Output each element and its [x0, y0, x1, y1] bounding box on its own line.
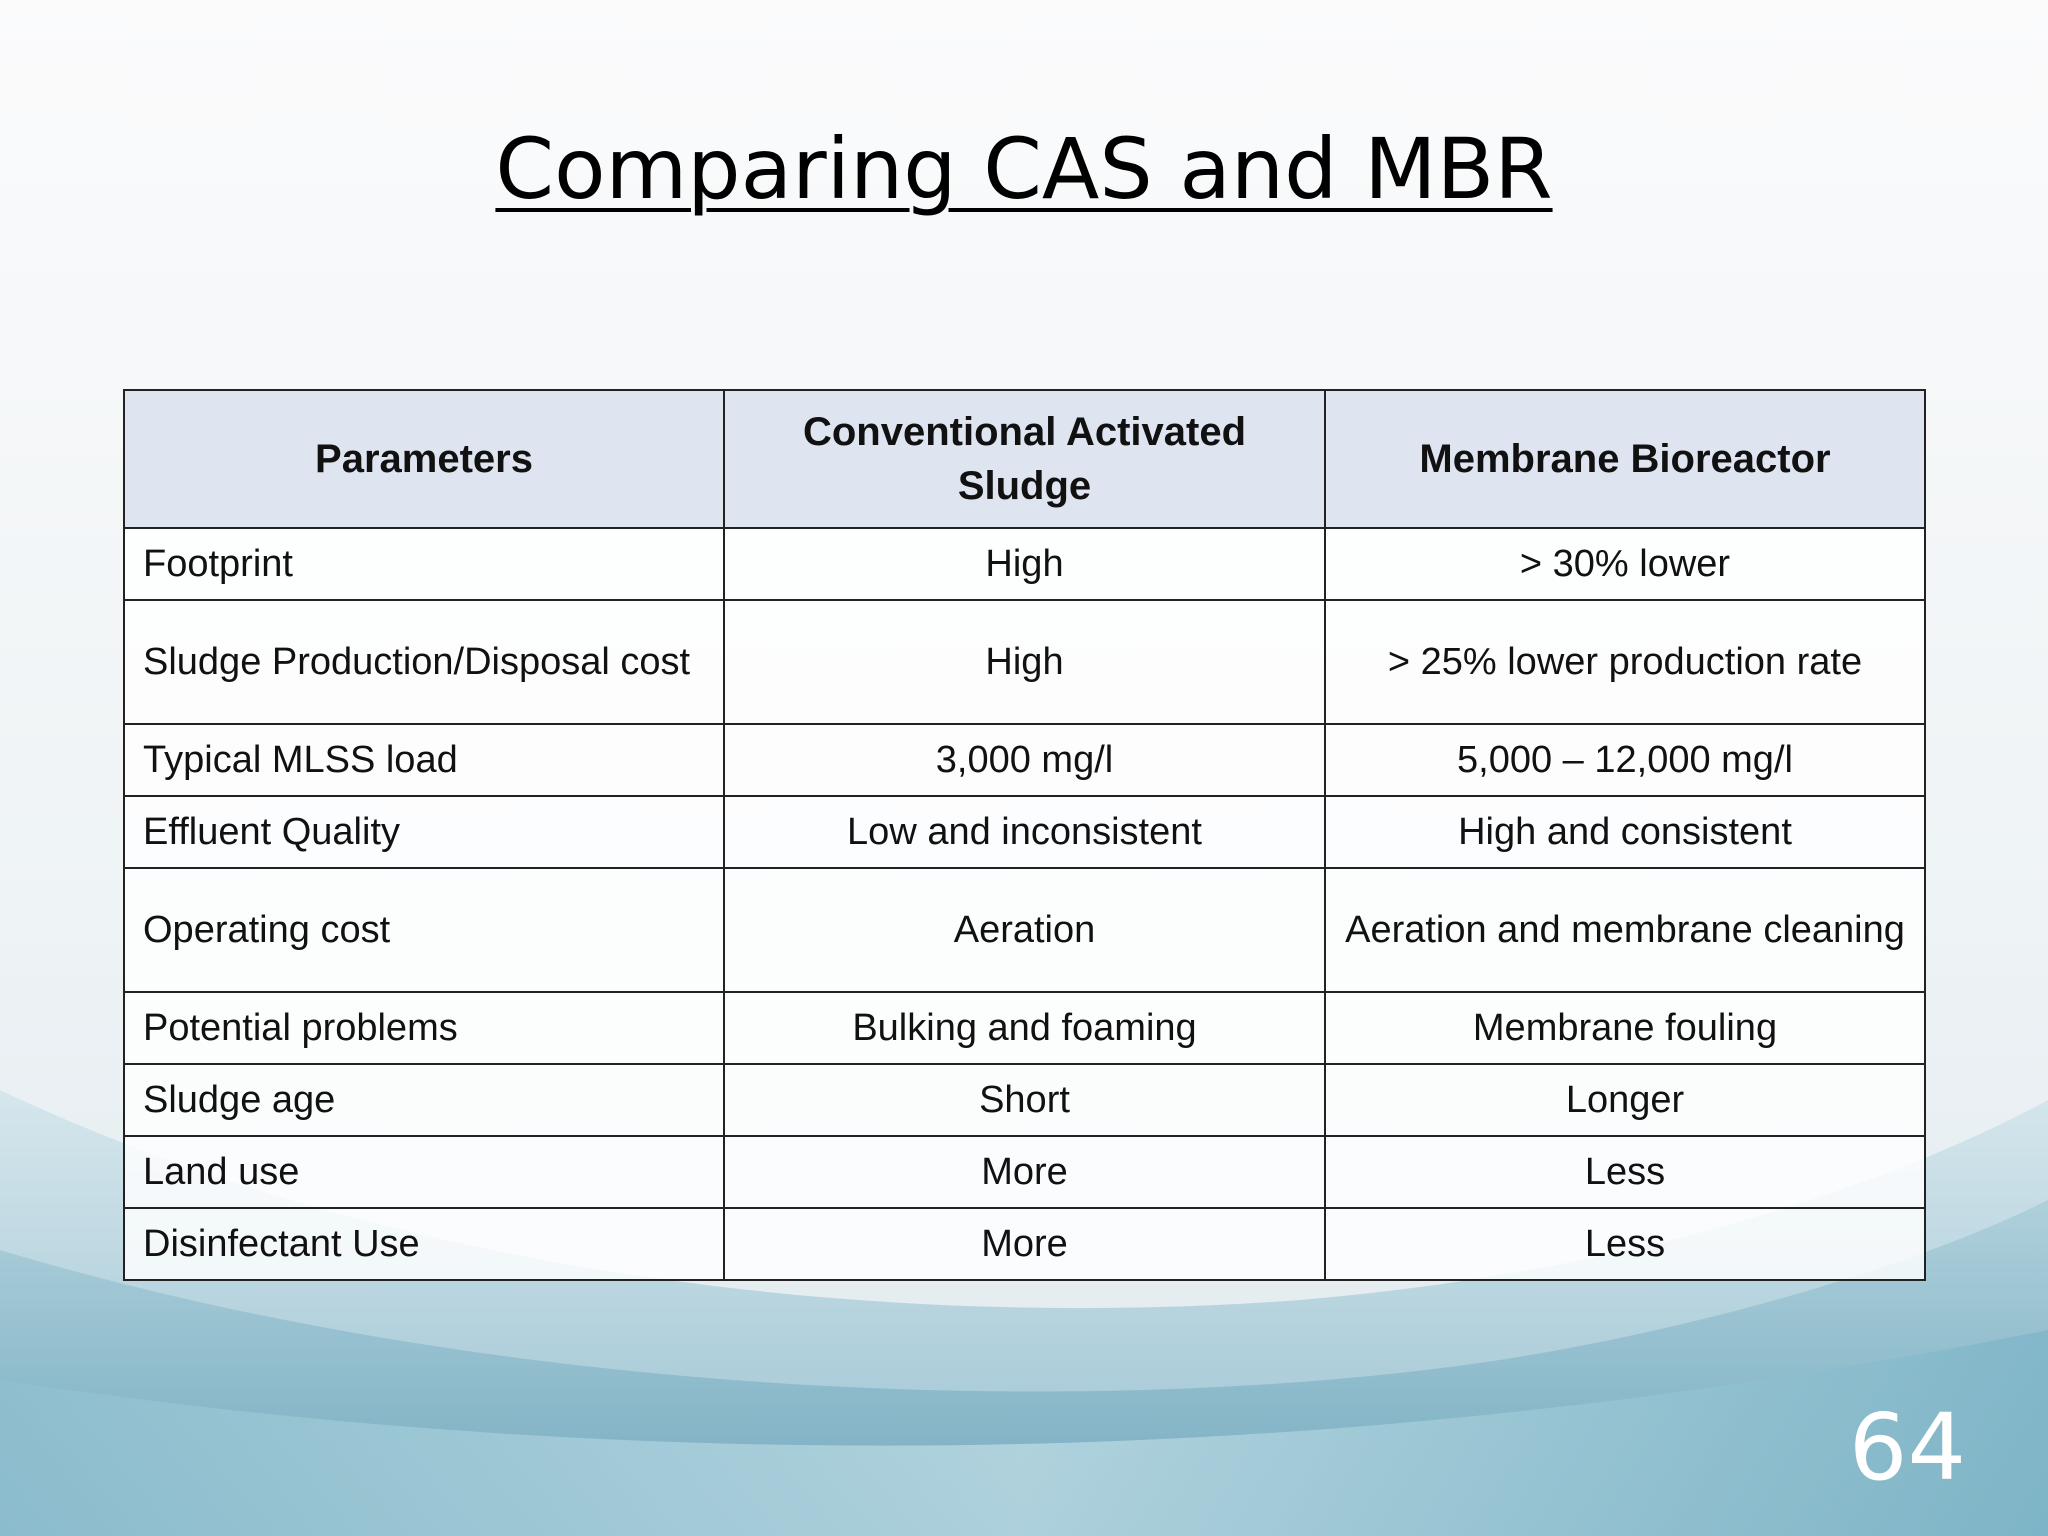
table-row: [124, 868, 1925, 992]
row-parameter: Effluent Quality: [124, 796, 724, 868]
row-cas-value: Bulking and foaming: [724, 992, 1325, 1064]
table-row: [124, 796, 1925, 868]
row-parameter: Footprint: [124, 528, 724, 600]
row-parameter: Sludge age: [124, 1064, 724, 1136]
header-mbr: Membrane Bioreactor: [1325, 390, 1925, 528]
row-parameter: Operating cost: [124, 868, 724, 992]
row-mbr-value: Membrane fouling: [1325, 992, 1925, 1064]
table-header-row: [124, 390, 1925, 528]
row-parameter: Disinfectant Use: [124, 1208, 724, 1280]
header-cas: Conventional Activated Sludge: [724, 390, 1325, 528]
table-row: [124, 992, 1925, 1064]
row-mbr-value: Longer: [1325, 1064, 1925, 1136]
row-mbr-value: Less: [1325, 1136, 1925, 1208]
row-cas-value: Short: [724, 1064, 1325, 1136]
comparison-table: [123, 389, 1926, 1281]
row-cas-value: High: [724, 600, 1325, 724]
row-parameter: Typical MLSS load: [124, 724, 724, 796]
row-parameter: Potential problems: [124, 992, 724, 1064]
table-row: [124, 724, 1925, 796]
row-mbr-value: High and consistent: [1325, 796, 1925, 868]
row-mbr-value: 5,000 – 12,000 mg/l: [1325, 724, 1925, 796]
table-row: [124, 1064, 1925, 1136]
row-mbr-value: Less: [1325, 1208, 1925, 1280]
row-mbr-value: > 25% lower production rate: [1325, 600, 1925, 724]
table-row: [124, 528, 1925, 600]
row-cas-value: Low and inconsistent: [724, 796, 1325, 868]
row-cas-value: 3,000 mg/l: [724, 724, 1325, 796]
row-cas-value: More: [724, 1136, 1325, 1208]
row-mbr-value: > 30% lower: [1325, 528, 1925, 600]
table-row: [124, 600, 1925, 724]
row-parameter: Sludge Production/Disposal cost: [124, 600, 724, 724]
row-cas-value: Aeration: [724, 868, 1325, 992]
slide-page-number: 64: [1848, 1394, 1966, 1501]
row-cas-value: High: [724, 528, 1325, 600]
row-mbr-value: Aeration and membrane cleaning: [1325, 868, 1925, 992]
slide-title: [0, 120, 2048, 218]
row-cas-value: More: [724, 1208, 1325, 1280]
slide-title-text: Comparing CAS and MBR: [495, 120, 1553, 218]
table-row: [124, 1208, 1925, 1280]
header-parameters: Parameters: [124, 390, 724, 528]
row-parameter: Land use: [124, 1136, 724, 1208]
table-row: [124, 1136, 1925, 1208]
